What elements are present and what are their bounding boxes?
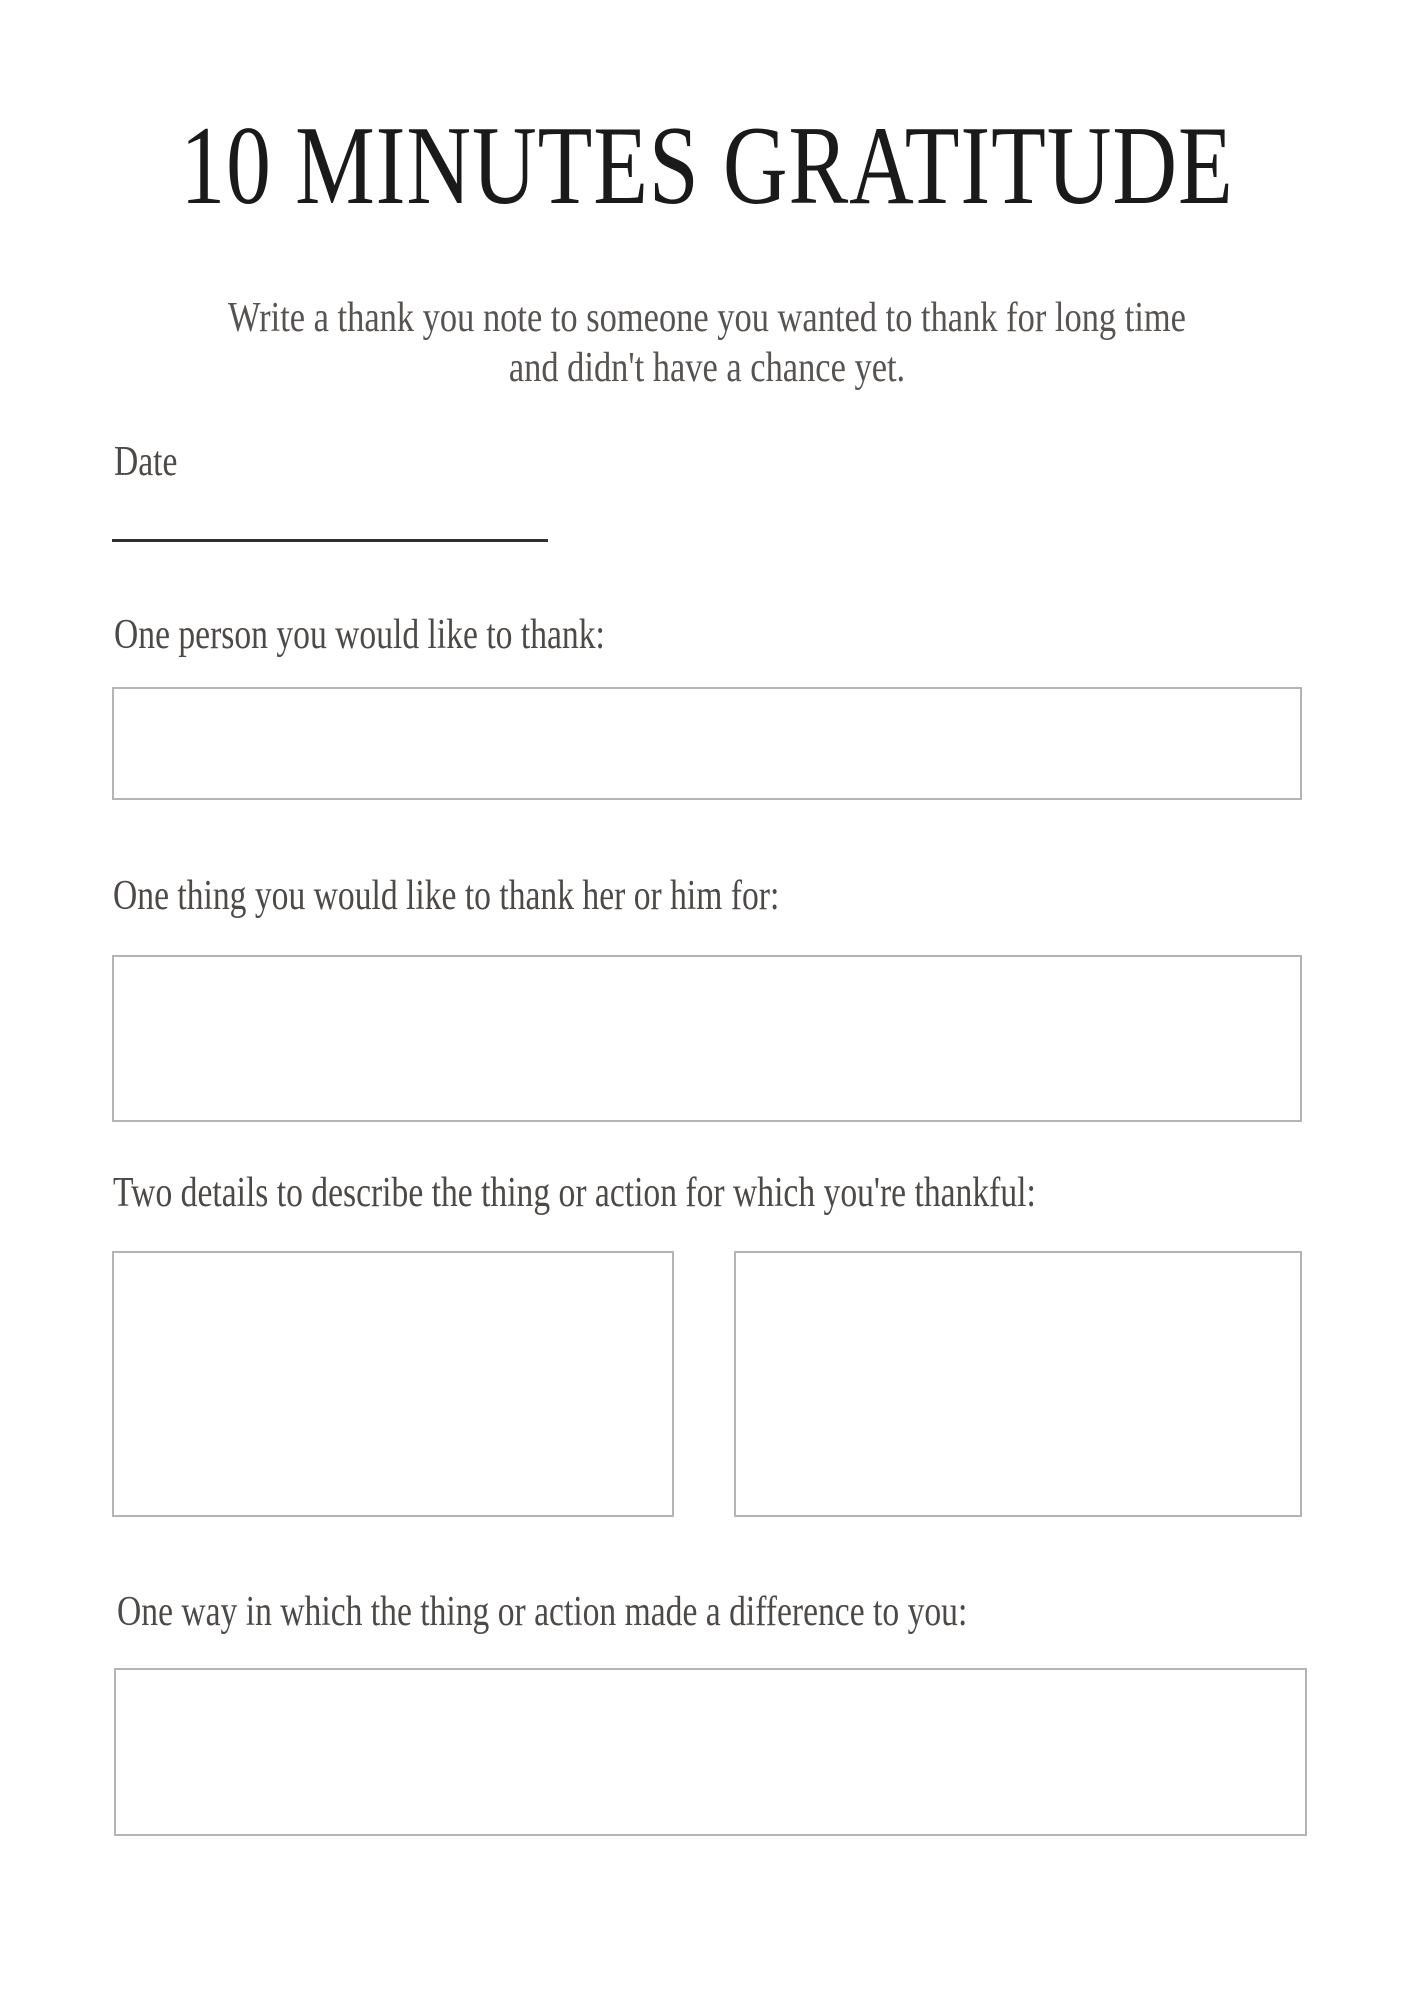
page-subtitle bbox=[127, 294, 1286, 393]
subtitle-line-2: and didn't have a chance yet. bbox=[508, 344, 906, 391]
thing-to-thank-for-box[interactable] bbox=[112, 955, 1302, 1122]
difference-made-label: One way in which the thing or action made a difference to you: bbox=[117, 1589, 968, 1635]
page-title: 10 MINUTES GRATITUDE bbox=[180, 104, 1234, 228]
detail-box-2[interactable] bbox=[734, 1251, 1302, 1517]
person-to-thank-box[interactable] bbox=[112, 687, 1302, 800]
thing-to-thank-for-label: One thing you would like to thank her or him for: bbox=[113, 873, 780, 919]
person-to-thank-label: One person you would like to thank: bbox=[114, 612, 605, 658]
difference-made-box[interactable] bbox=[114, 1668, 1307, 1836]
detail-box-1[interactable] bbox=[112, 1251, 674, 1517]
two-details-label: Two details to describe the thing or action for which you're thankful: bbox=[113, 1170, 1036, 1216]
date-write-in-line[interactable] bbox=[112, 539, 548, 542]
subtitle-line-1: Write a thank you note to someone you wanted to thank for long time bbox=[228, 295, 1186, 341]
date-label: Date bbox=[114, 439, 178, 485]
